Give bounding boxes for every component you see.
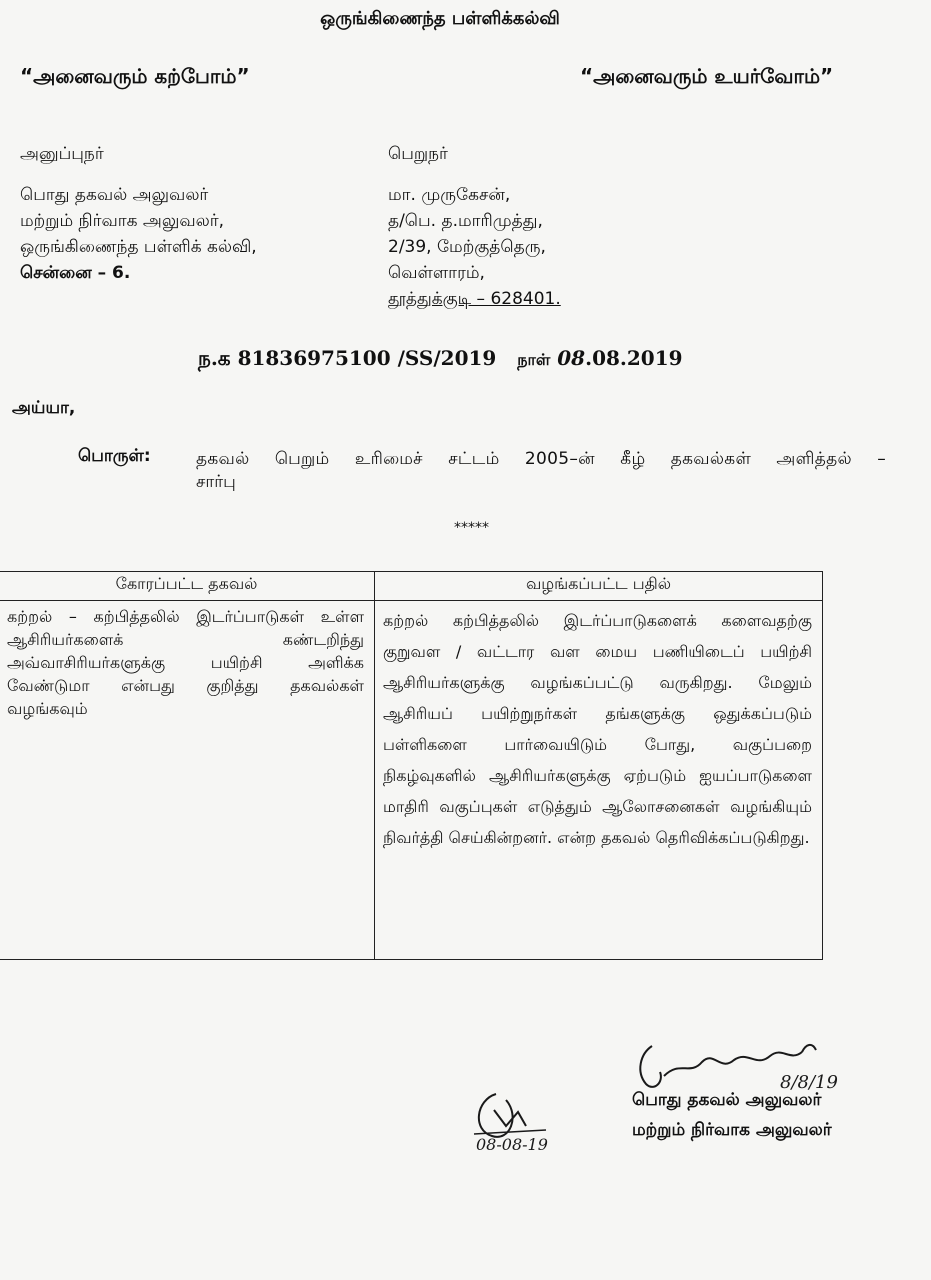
sender-line: சென்னை – 6. xyxy=(20,263,131,283)
recipient-label: பெறுநர் xyxy=(388,144,448,164)
sender-line: பொது தகவல் அலுவலர் xyxy=(20,185,209,205)
signature-date: 8/8/19 xyxy=(780,1072,838,1093)
motto-left: “அனைவரும் கற்போம்” xyxy=(20,64,250,88)
reference-date: .08.2019 xyxy=(585,346,683,370)
officer-title-line1: பொது தகவல் அலுவலர் xyxy=(632,1090,822,1110)
recipient-line: தூத்துக்குடி – 628401. xyxy=(388,289,561,309)
subject-text-line1: தகவல் பெறும் உரிமைச் சட்டம் 2005–ன் கீழ் தகவல்கள் அளித்தல் – xyxy=(196,449,886,469)
reference-year: 2019 xyxy=(440,346,497,370)
table-row xyxy=(0,601,823,960)
salutation: அய்யா, xyxy=(12,398,76,418)
recipient-address xyxy=(388,182,561,312)
officer-title-line2: மற்றும் நிர்வாக அலுவலர் xyxy=(632,1120,832,1140)
reference-number xyxy=(198,346,683,373)
response-cell: கற்றல் கற்பித்தலில் இடர்ப்பாடுகளைக் களைவதற்கு குறுவள / வட்டார வள மைய பணியிடைப் பயிற்சி ஆசிரியர்களுக்கு வழங்கப்பட்டு வருகிறது. மேலும் ஆசிரியப் பயிற்றுநர்கள் தங்களுக்கு ஒதுக்கப்படும் பள்ளிகளை பார்வையிடும் போது, வகுப்பறை நிகழ்வுகளில் ஆசிரியர்களுக்கு ஏற்படும் ஐயப்பாடுகளை மாதிரி வகுப்புகள் எடுத்தும் ஆலோசனைகள் வழங்கியும் நிவர்த்தி செய்கின்றனர். என்ற தகவல் தெரிவிக்கப்படுகிறது. xyxy=(375,601,823,960)
motto-right: “அனைவரும் உயர்வோம்” xyxy=(580,64,834,88)
recipient-line: மா. முருகேசன், xyxy=(388,185,511,205)
subject-label: பொருள்: xyxy=(78,446,151,466)
reference-prefix: ந.க xyxy=(198,346,231,370)
separator: ***** xyxy=(454,520,489,536)
initial-mark xyxy=(466,1086,576,1156)
subject-text-line2: சார்பு xyxy=(196,472,236,492)
sender-line: ஒருங்கிணைந்த பள்ளிக் கல்வி, xyxy=(20,237,257,257)
sender-line: மற்றும் நிர்வாக அலுவலர், xyxy=(20,211,225,231)
date-label: நாள் xyxy=(517,350,551,369)
document-header-title: ஒருங்கிணைந்த பள்ளிக்கல்வி xyxy=(320,8,560,29)
requested-info-cell: கற்றல் – கற்பித்தலில் இடர்ப்பாடுகள் உள்ள ஆசிரியர்களைக் கண்டறிந்து அவ்வாசிரியர்களுக்கு பயிற்சி அளிக்க வேண்டுமா என்பது குறித்து தகவல்கள் வழங்கவும் xyxy=(0,601,375,960)
initial-date: 08-08-19 xyxy=(476,1135,548,1154)
table-header-row xyxy=(0,572,823,601)
header-requested-info: கோரப்பட்ட தகவல் xyxy=(0,572,375,601)
header-provided-response: வழங்கப்பட்ட பதில் xyxy=(375,572,823,601)
reference-code: 81836975100 /SS/ xyxy=(237,346,441,370)
information-table xyxy=(0,571,823,960)
recipient-line: 2/39, மேற்குத்தெரு, xyxy=(388,237,546,257)
sender-label: அனுப்புநர் xyxy=(20,144,104,164)
sender-address xyxy=(20,182,257,286)
recipient-line: த/பெ. த.மாரிமுத்து, xyxy=(388,211,543,231)
recipient-line: வெள்ளாரம், xyxy=(388,263,485,283)
handwritten-day: 08 xyxy=(557,346,586,370)
